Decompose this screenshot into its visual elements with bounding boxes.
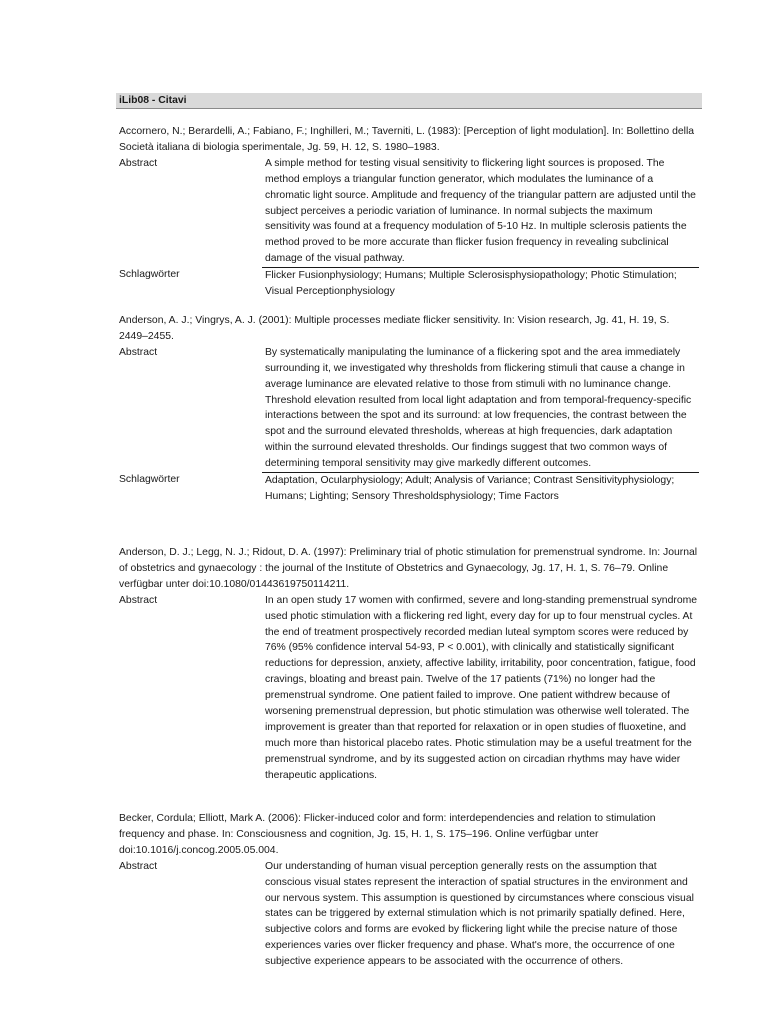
keywords-row	[119, 472, 699, 505]
citation-text: Anderson, D. J.; Legg, N. J.; Ridout, D. A. (1997): Preliminary trial of photic stimulation for premenstrual syndrome. In: Journal of obstetrics and gynaecology : the journal of the Institute of Obstetrics and Gynaecology, Jg. 17, H. 1, S. 76–79. Online verfügbar unter doi:10.1080/01443619750114211.	[119, 547, 698, 590]
abstract-label: Abstract	[119, 860, 158, 872]
keywords-text: Flicker Fusionphysiology; Humans; Multiple Sclerosisphysiopathology; Photic Stimulation; Visual Perceptionphysiology	[262, 267, 699, 300]
abstract-label: Abstract	[119, 594, 158, 606]
reference-entry	[119, 811, 699, 970]
abstract-text: A simple method for testing visual sensitivity to flickering light sources is proposed. The method employs a triangular function generator, which modulates the luminance of a chromatic light source. Amplitude and frequency of the triangular pattern are adjusted until the subject perceives a periodic variation of luminance. In normal subjects the maximum sensitivity was found at a frequency modulation of 5-10 Hz. In multiple sclerosis patients the method proved to be more accurate than flicker fusion frequency in revealing subclinical damage of the visual pathway.	[265, 157, 696, 265]
abstract-label: Abstract	[119, 157, 158, 169]
abstract-row	[119, 156, 699, 267]
abstract-label: Abstract	[119, 346, 158, 358]
abstract-text: In an open study 17 women with confirmed, severe and long-standing premenstrual syndrome used photic stimulation with a flickering red light, every day for up to four menstrual cycles. At the end of treatment prospectively recorded median luteal symptom scores were reduced by 76% (95% confidence interval 54-93, P < 0.001), with clinically and statistically significant reductions for depression, anxiety, affective lability, irritability, poor concentration, fatigue, food cravings, bloating and breast pain. Twelve of the 17 patients (71%) no longer had the premenstrual syndrome. One patient failed to improve. One patient withdrew because of worsening premenstrual depression, but photic stimulation was otherwise well tolerated. The improvement is greater than that reported for relaxation or in open studies of fluoxetine, and much more than historical placebo rates. Photic stimulation may be a useful treatment for the premenstrual syndrome, and by its suggested action on circadian rhythms may have wider therapeutic applications.	[265, 594, 698, 781]
abstract-row	[119, 593, 699, 784]
citation-text: Anderson, A. J.; Vingrys, A. J. (2001): Multiple processes mediate flicker sensitivity. In: Vision research, Jg. 41, H. 19, S. 2449–2455.	[119, 315, 670, 342]
keywords-label: Schlagwörter	[119, 474, 180, 486]
header-title: iLib08 - Citavi	[119, 95, 187, 106]
abstract-text: By systematically manipulating the luminance of a flickering spot and the area immediately surrounding it, we investigated why thresholds from flickering stimuli that cause a change in average luminance are elevated relative to those from stimuli with no luminance change. Threshold elevation resulted from local light adaptation and from temporal-frequency-specific interactions between the spot and its surround: at low frequencies, the contrast between the spot and the surround elevated thresholds, whereas at high frequencies, dark adaptation within the surround elevated thresholds. Our findings suggest that two common ways of determining temporal sensitivity may give markedly different outcomes.	[265, 346, 692, 470]
reference-entry	[119, 313, 699, 505]
keywords-label: Schlagwörter	[119, 269, 180, 281]
citation-text: Becker, Cordula; Elliott, Mark A. (2006): Flicker-induced color and form: interdependencies and relation to stimulation frequency and phase. In: Consciousness and cognition, Jg. 15, H. 1, S. 175–196. Online verfügbar unter doi:10.1016/j.concog.2005.05.004.	[119, 813, 656, 856]
header-bar	[116, 93, 702, 109]
abstract-row	[119, 345, 699, 472]
reference-entry	[119, 124, 699, 300]
keywords-row	[119, 267, 699, 300]
keywords-text: Adaptation, Ocularphysiology; Adult; Analysis of Variance; Contrast Sensitivityphysiology; Humans; Lighting; Sensory Thresholdsphysiology; Time Factors	[262, 472, 699, 505]
reference-entry	[119, 545, 699, 784]
citation-text: Accornero, N.; Berardelli, A.; Fabiano, F.; Inghilleri, M.; Taverniti, L. (1983): [Perception of light modulation]. In: Bollettino della Società italiana di biologia sperimentale, Jg. 59, H. 12, S. 1980–1983.	[119, 126, 695, 153]
abstract-row	[119, 859, 699, 970]
abstract-text: Our understanding of human visual perception generally rests on the assumption that conscious visual states represent the interaction of spatial structures in the environment and our nervous system. This assumption is questioned by circumstances where conscious visual states can be triggered by external stimulation which is not primarily spatially defined. Here, subjective colors and forms are evoked by flickering light while the precise nature of those experiences varies over flicker frequency and phase. What's more, the occurrence of one subjective experience appears to be associated with the occurrence of others.	[265, 860, 694, 968]
